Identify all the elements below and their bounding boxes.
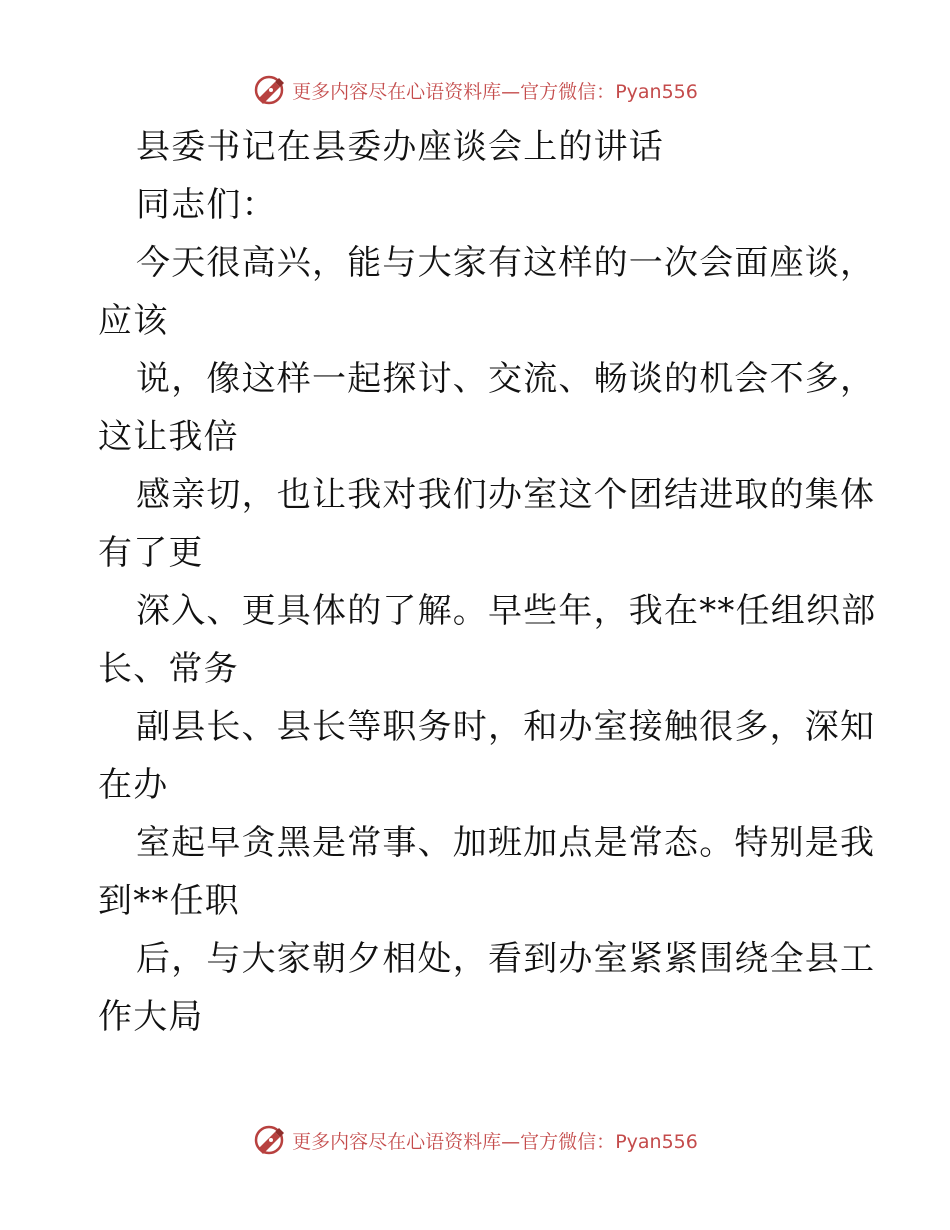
paragraph-line: 说，像这样一起探讨、交流、畅谈的机会不多， (136, 359, 876, 399)
paragraph-line: 副县长、县长等职务时，和办室接触很多，深知 (136, 707, 876, 747)
paragraph-line: 今天很高兴，能与大家有这样的一次会面座谈， (136, 243, 876, 283)
paragraph-line: 在办 (98, 765, 169, 805)
watermark-sub: 官方微信： (520, 80, 616, 103)
watermark-text (292, 77, 698, 104)
paragraph-line: 长、常务 (98, 649, 239, 689)
paragraph-line: 有了更 (98, 533, 204, 573)
paragraph-line: 深入、更具体的了解。早些年，我在**任组织部 (136, 591, 877, 631)
watermark-id: Pyan556 (615, 1130, 698, 1153)
watermark-main: 更多内容尽在心语资料库 (292, 1130, 502, 1153)
paragraph-line: 后，与大家朝夕相处，看到办室紧紧围绕全县工 (136, 939, 876, 979)
watermark-dash: — (501, 1130, 521, 1153)
salutation: 同志们： (136, 185, 277, 225)
watermark-dash: — (501, 80, 521, 103)
paragraph-line: 室起早贪黑是常事、加班加点是常态。特别是我 (136, 823, 876, 863)
paragraph-line: 应该 (98, 301, 169, 341)
paragraph-line: 作大局 (98, 997, 204, 1037)
paragraph-line: 这让我倍 (98, 417, 239, 457)
pen-logo-icon (252, 73, 286, 107)
header-watermark-banner (0, 70, 950, 110)
watermark-text (292, 1127, 698, 1154)
watermark-sub: 官方微信： (520, 1130, 616, 1153)
footer-watermark-banner (0, 1120, 950, 1160)
pen-logo-icon (252, 1123, 286, 1157)
document-body (98, 118, 877, 1046)
watermark-main: 更多内容尽在心语资料库 (292, 80, 502, 103)
paragraph-line: 感亲切，也让我对我们办室这个团结进取的集体 (136, 475, 876, 515)
watermark-id: Pyan556 (615, 80, 698, 103)
paragraph-line: 到**任职 (98, 881, 240, 921)
document-title: 县委书记在县委办座谈会上的讲话 (136, 127, 664, 167)
